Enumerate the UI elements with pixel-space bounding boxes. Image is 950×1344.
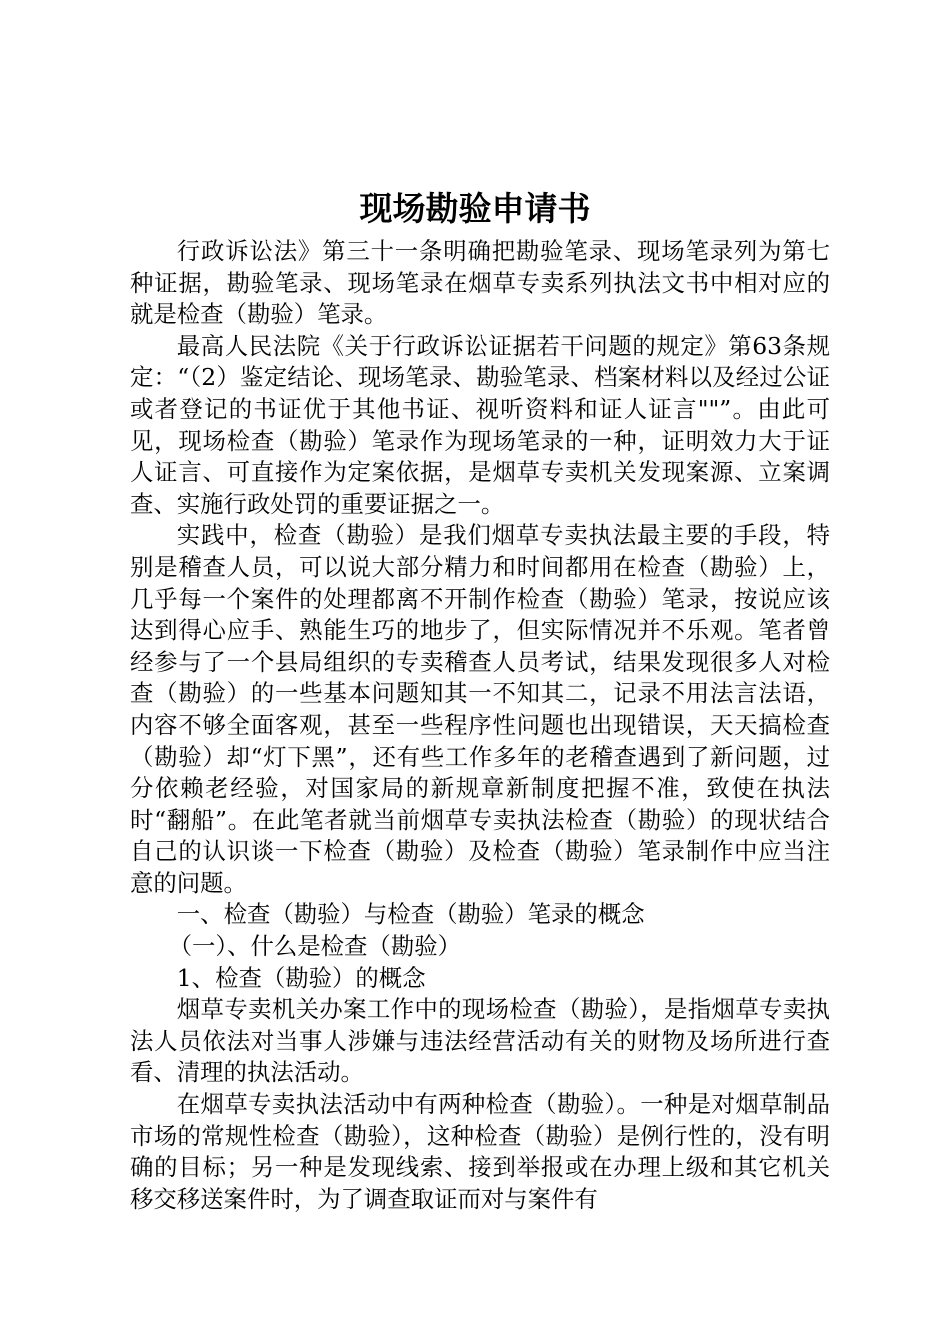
paragraph-1: 行政诉讼法》第三十一条明确把勘验笔录、现场笔录列为第七种证据，勘验笔录、现场笔录在烟草专卖系列执法文书中相对应的就是检查（勘验）笔录。 bbox=[130, 237, 830, 329]
paragraph-4: 烟草专卖机关办案工作中的现场检查（勘验），是指烟草专卖执法人员依法对当事人涉嫌与违法经营活动有关的财物及场所进行查看、清理的执法活动。 bbox=[130, 995, 830, 1087]
section-heading-3: 1、检查（勘验）的概念 bbox=[176, 963, 426, 992]
paragraph-2: 最高人民法院《关于行政诉讼证据若干问题的规定》第63条规定：“（2）鉴定结论、现场笔录、勘验笔录、档案材料以及经过公证或者登记的书证优于其他书证、视听资料和证人证言""”。由此可见，现场检查（勘验）笔录作为现场笔录的一种，证明效力大于证人证言、可直接作为定案依据，是烟草专卖机关发现案源、立案调查、实施行政处罚的重要证据之一。 bbox=[130, 331, 830, 518]
document-body bbox=[130, 236, 830, 1215]
document-title: 现场勘验申请书 bbox=[359, 189, 591, 228]
paragraph-3: 实践中，检查（勘验）是我们烟草专卖执法最主要的手段，特别是稽查人员，可以说大部分精力和时间都用在检查（勘验）上，几乎每一个案件的处理都离不开制作检查（勘验）笔录，按说应该达到得心应手、熟能生巧的地步了，但实际情况并不乐观。笔者曾经参与了一个县局组织的专卖稽查人员考试，结果发现很多人对检查（勘验）的一些基本问题知其一不知其二，记录不用法言法语，内容不够全面客观，甚至一些程序性问题也出现错误，天天搞检查（勘验）却“灯下黑”，还有些工作多年的老稽查遇到了新问题，过分依赖老经验，对国家局的新规章新制度把握不准，致使在执法时“翻船”。在此笔者就当前烟草专卖执法检查（勘验）的现状结合自己的认识谈一下检查（勘验）及检查（勘验）笔录制作中应当注意的问题。 bbox=[130, 521, 830, 897]
section-heading-2: （一）、什么是检查（勘验） bbox=[168, 932, 461, 961]
section-heading-1: 一、检查（勘验）与检查（勘验）笔录的概念 bbox=[176, 900, 645, 929]
paragraph-5: 在烟草专卖执法活动中有两种检查（勘验）。一种是对烟草制品市场的常规性检查（勘验），这种检查（勘验）是例行性的，没有明确的目标；另一种是发现线索、接到举报或在办理上级和其它机关移交移送案件时，为了调查取证而对与案件有 bbox=[130, 1090, 830, 1213]
